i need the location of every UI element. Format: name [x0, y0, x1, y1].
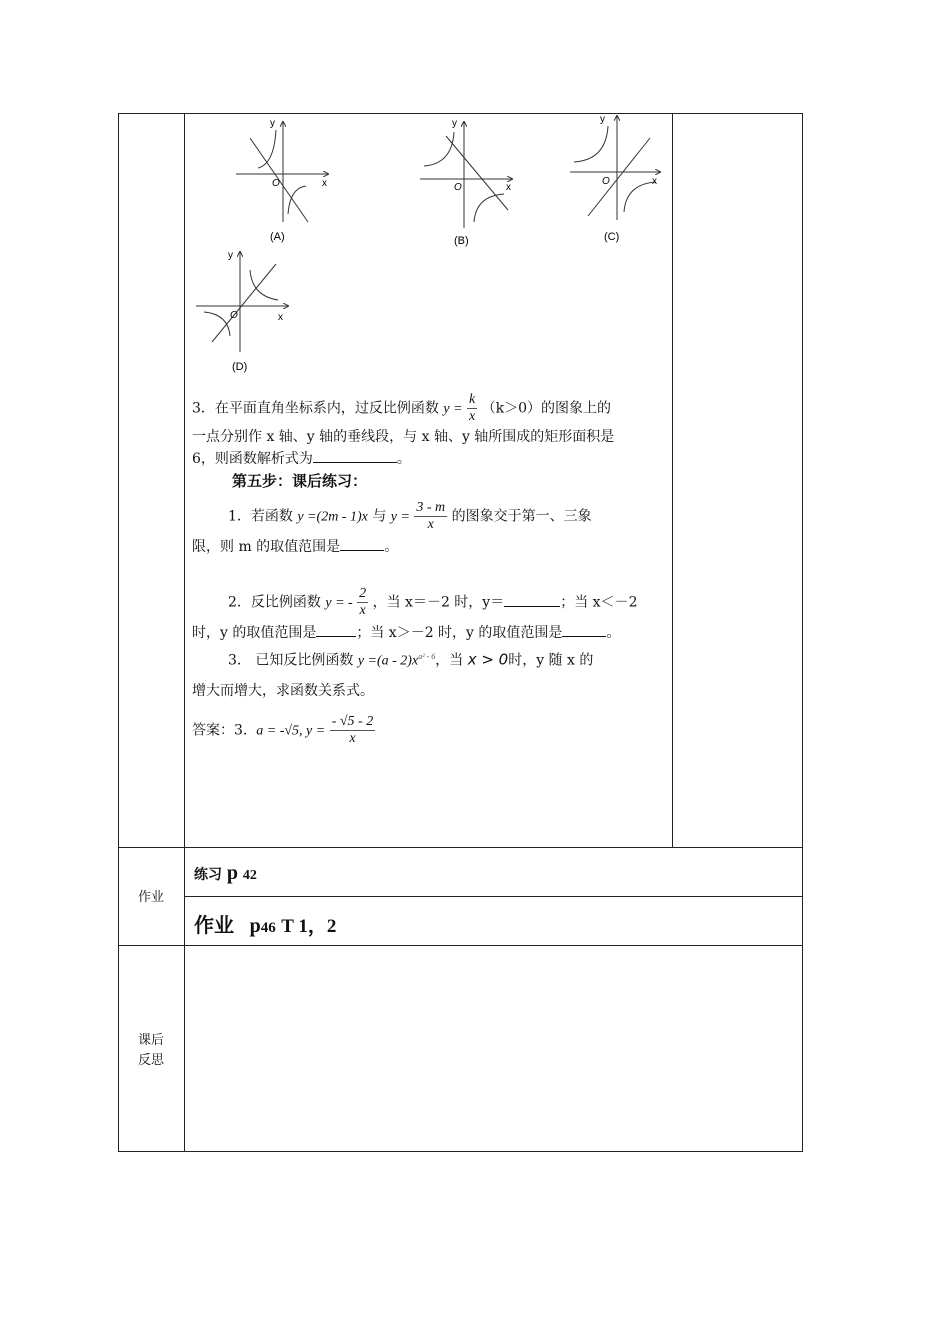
ex1-line2: 限，则 m 的取值范围是 。 — [192, 536, 398, 558]
graph-c-origin-label: O — [602, 176, 610, 187]
ex2-line1: 2．反比例函数 y = - $\frac{2}{x}$ ，当 x＝－2 时，y＝ ；当 x＜－2 — [228, 586, 638, 618]
step5-title: 第五步：课后练习： — [232, 472, 368, 490]
graph-b-y-label: y — [452, 118, 457, 129]
ex3-line2: 增大而增大，求函数关系式。 — [192, 683, 374, 699]
graph-a — [230, 116, 340, 246]
graph-a-caption: (A) — [270, 231, 285, 243]
ex1-fraction: $\frac{3 - m}{x}$ — [416, 500, 446, 532]
graph-c-caption: (C) — [604, 231, 620, 243]
graph-b-caption: (B) — [454, 235, 469, 247]
graph-b — [414, 116, 524, 250]
answer-fraction: $\frac{- √5 - 2}{x}$ — [331, 714, 374, 746]
graph-d — [192, 246, 296, 376]
ex2-fraction: $\frac{2}{x}$ — [359, 586, 367, 618]
graph-c — [566, 112, 666, 246]
ex3-line1: 3. 已知反比例函数 $y =(a - 2)x^{a^2 - 6}$，当 x > 0时，y 随 x 的 — [228, 650, 594, 669]
q3-answer-blank[interactable] — [313, 448, 397, 463]
ex2-line2: 时，y 的取值范围是 ；当 x＞－2 时，y 的取值范围是 。 — [192, 622, 620, 644]
graph-b-x-label: x — [506, 182, 511, 193]
answer-line: 答案：3. a = -√5, y = $\frac{- √5 - 2}{x}$ — [192, 714, 374, 746]
reflection-label-1: 课后 — [137, 1033, 164, 1048]
ex2-blank-1[interactable] — [504, 592, 560, 607]
graph-c-y-label: y — [600, 114, 605, 125]
q3-fraction: $\frac{k}{x}$ — [468, 392, 476, 424]
graph-b-origin-label: O — [454, 182, 462, 193]
ex1-answer-blank[interactable] — [340, 536, 384, 551]
graph-a-y-label: y — [270, 118, 275, 129]
homework-label: 作业 — [137, 890, 164, 905]
ex1-line1: 1．若函数 y =(2m - 1)x 与 y = $\frac{3 - m}{x}$ 的图象交于第一、三象 — [228, 500, 592, 532]
ex2-blank-3[interactable] — [562, 622, 606, 637]
ex2-blank-2[interactable] — [316, 622, 356, 637]
graph-a-x-label: x — [322, 178, 327, 189]
q3-line3: 6，则函数解析式为 。 — [192, 448, 411, 470]
graph-d-y-label: y — [228, 250, 233, 261]
reflection-area[interactable] — [186, 947, 801, 1150]
reflection-label-2: 反思 — [137, 1053, 164, 1068]
practice-line: 练习 p 42 — [194, 862, 257, 884]
graph-a-origin-label: O — [272, 178, 280, 189]
q3-line2: 一点分别作 x 轴、y 轴的垂线段，与 x 轴、y 轴所围成的矩形面积是 — [192, 429, 615, 445]
graph-c-x-label: x — [652, 176, 657, 187]
graph-d-x-label: x — [278, 312, 283, 323]
q3-line1: 3．在平面直角坐标系内，过反比例函数 y = $\frac{k}{x}$ （k＞0）的图象上的 — [192, 392, 612, 424]
homework-line: 作业 p46 T 1，2 — [194, 913, 337, 937]
graph-d-origin-label: O — [230, 310, 238, 321]
graph-d-caption: (D) — [232, 361, 248, 373]
